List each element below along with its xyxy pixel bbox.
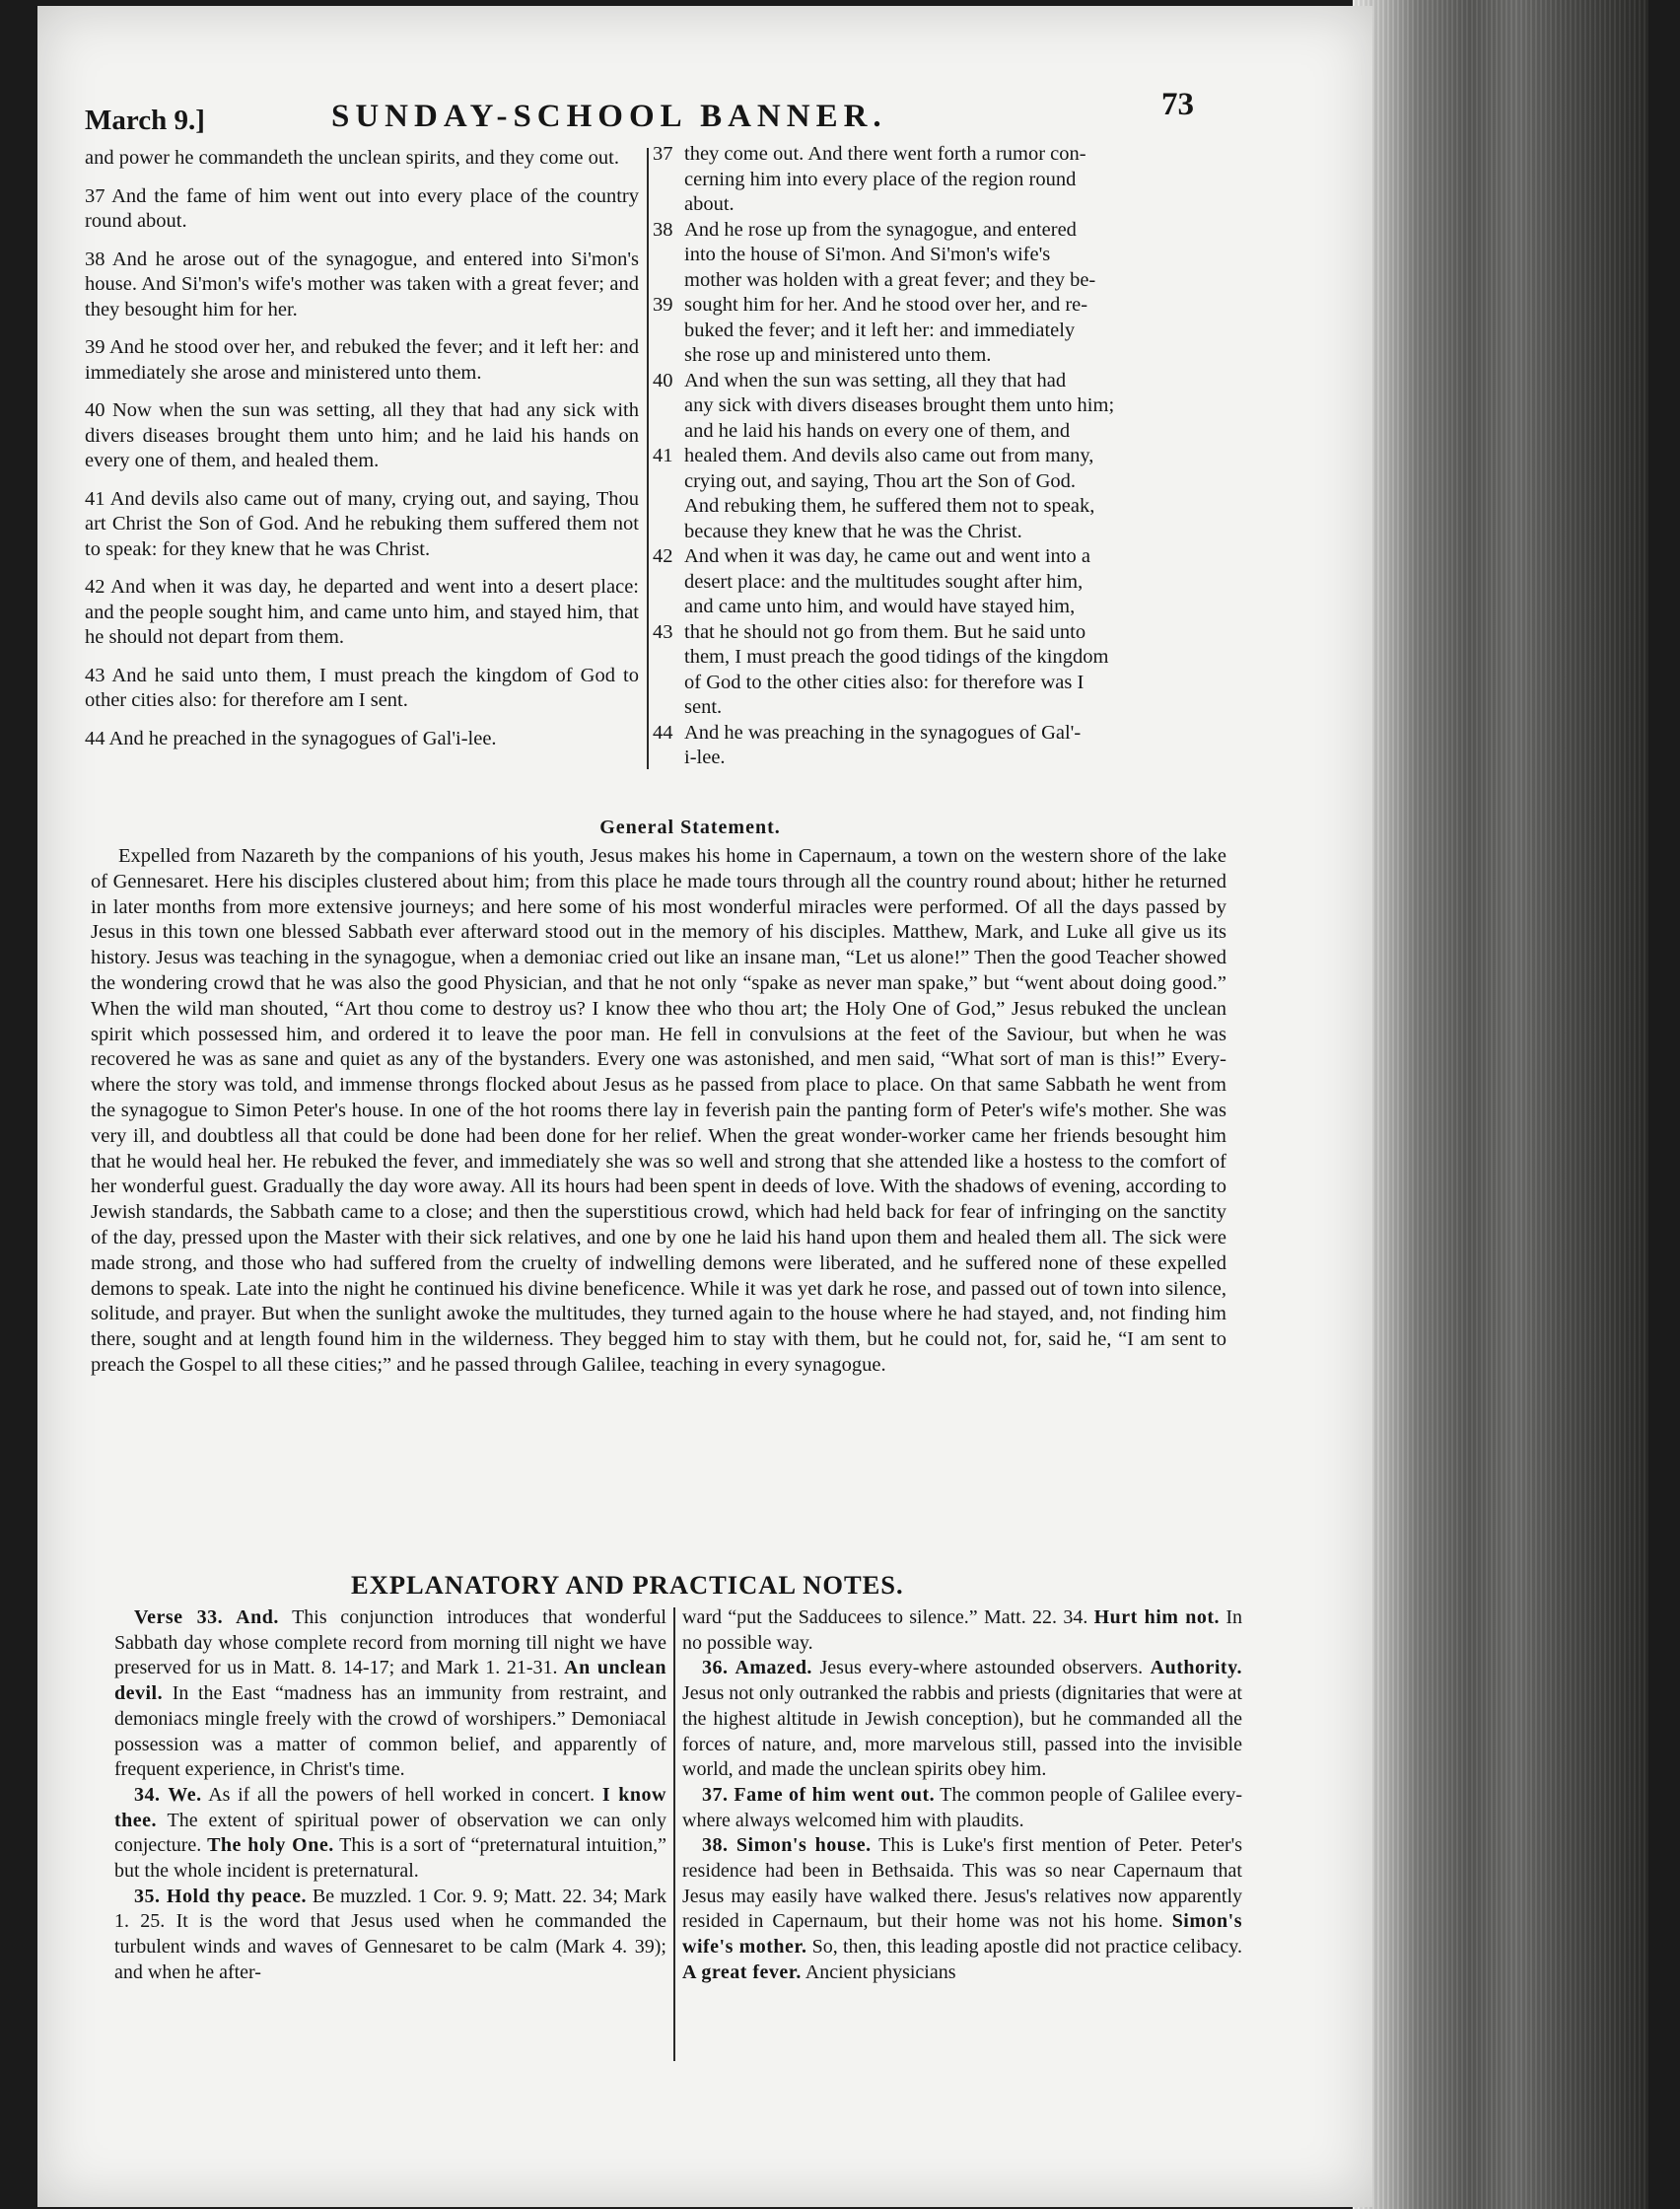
verse-line (653, 671, 1205, 696)
verse-text: into the house of Si'mon. And Si'mon's wife's (684, 244, 1051, 265)
verse-line (653, 494, 1205, 520)
scripture-right-column (653, 142, 1205, 771)
note-text: ward “put the Sadducees to silence.” Matt. 22. 34. (682, 1606, 1094, 1628)
verse-line (653, 570, 1205, 596)
verse-line (653, 721, 1205, 747)
scripture-left-column (85, 146, 639, 764)
header-date: March 9.] (85, 105, 205, 136)
verse-number: 37 (653, 143, 673, 165)
verse-line (653, 695, 1205, 721)
note-heading: Authority. (1150, 1657, 1242, 1679)
verse-text: that he should not go from them. But he said unto (684, 620, 1086, 643)
note-paragraph (682, 1656, 1242, 1783)
verse-block (653, 293, 1205, 369)
verse-text: And when the sun was setting, all they that had (684, 369, 1067, 392)
notes-column-divider (673, 1607, 675, 2061)
verse-text: and came unto him, and would have stayed him, (684, 596, 1076, 617)
note-text: This conjunction introduces that wonderful Sabbath day whose complete record from morning till night we have preserved for us in Matt. 8. 14-17; and Mark 1. 21-31. (114, 1606, 666, 1679)
note-heading: The holy One. (207, 1834, 334, 1857)
note-heading: An unclean devil. (114, 1657, 666, 1705)
verse-line (653, 243, 1205, 268)
note-paragraph (114, 1783, 666, 1885)
verse-paragraph: 39 And he stood over her, and rebuked the fever; and it left her: and immediately she arose and ministered unto them. (85, 336, 639, 384)
note-text: This is a sort of “preternatural intuition,” but the whole incident is preternatural. (114, 1834, 667, 1883)
verse-block (653, 721, 1205, 771)
running-header (85, 87, 1199, 146)
verse-line (653, 544, 1205, 570)
verse-number: 44 (653, 721, 673, 744)
verse-line (653, 620, 1205, 646)
verse-line (653, 369, 1205, 394)
note-heading: Verse 33. And. (134, 1606, 279, 1628)
verse-line (653, 595, 1205, 620)
column-divider (647, 148, 649, 769)
notes-right-column (682, 1605, 1242, 1986)
verse-paragraph: and power he commandeth the unclean spirits, and they come out. (85, 147, 619, 169)
note-text: Jesus every-where astounded observers. (811, 1657, 1151, 1679)
verse-line (653, 343, 1205, 369)
note-heading: 35. Hold thy peace. (134, 1885, 307, 1907)
verse-block (653, 218, 1205, 294)
verse-number: 42 (653, 545, 673, 567)
verse-number: 41 (653, 445, 673, 466)
verse-line (653, 444, 1205, 469)
notes-heading: EXPLANATORY AND PRACTICAL NOTES. (351, 1570, 904, 1600)
note-paragraph (114, 1885, 666, 1986)
verse-text: because they knew that he was the Christ. (684, 520, 1022, 542)
general-statement-heading: General Statement. (599, 817, 781, 838)
general-statement-body (91, 844, 1226, 1379)
verse-number: 38 (653, 218, 673, 241)
verse-text: And rebuking them, he suffered them not to speak, (684, 495, 1095, 517)
verse-line (653, 645, 1205, 671)
verse-number: 43 (653, 620, 673, 643)
verse-text: sought him for her. And he stood over her, and re- (684, 294, 1088, 316)
verse-line (653, 142, 1205, 168)
verse-paragraph: 37 And the fame of him went out into every place of the country round about. (85, 184, 639, 232)
verse-number: 39 (653, 294, 673, 316)
verse-line (653, 268, 1205, 294)
verse-text: she rose up and ministered unto them. (684, 344, 992, 366)
note-text: This is Luke's first mention of Peter. Peter's residence had been in Bethsaida. This was so near Capernaum that Jesus may easily have walked there. Jesus's relatives now apparently resided in Capernaum, but their home was not his home. (682, 1834, 1242, 1933)
verse-block (653, 544, 1205, 620)
verse-line (653, 469, 1205, 495)
verse-text: they come out. And there went forth a rumor con- (684, 143, 1086, 165)
verse-text: about. (684, 193, 735, 215)
notes-left-column (114, 1605, 666, 1986)
verse-paragraph: 40 Now when the sun was setting, all they that had any sick with divers diseases brought them unto him; and he laid his hands on every one of them, and healed them. (85, 399, 639, 471)
header-title: SUNDAY-SCHOOL BANNER. (331, 99, 887, 134)
verse-text: i-lee. (684, 747, 726, 768)
note-text: Ancient physicians (801, 1960, 956, 1983)
verse-paragraph: 42 And when it was day, he departed and went into a desert place: and the people sought him, and came unto him, and stayed him, that he should not depart from them. (85, 576, 639, 648)
page-number: 73 (1161, 87, 1194, 122)
verse-number: 40 (653, 369, 673, 392)
verse-line (653, 168, 1205, 193)
verse-text: and he laid his hands on every one of them, and (684, 419, 1071, 442)
note-text: In the East “madness has an immunity from restraint, and demoniacs mingle freely with the crowd of worshipers.” Demoniacal possession was a matter of common belief, and apparently of frequent experience, in Christ's time. (114, 1682, 666, 1781)
note-heading: A great fever. (682, 1960, 802, 1983)
verse-block (653, 444, 1205, 544)
note-text: In no possible way. (682, 1606, 1242, 1654)
note-paragraph (114, 1605, 666, 1783)
verse-text: And he rose up from the synagogue, and entered (684, 218, 1077, 241)
verse-text: them, I must preach the good tidings of the kingdom (684, 646, 1109, 668)
verse-text: crying out, and saying, Thou art the Son of God. (684, 469, 1077, 492)
book-page-edges (1353, 0, 1648, 2209)
verse-line (653, 393, 1205, 419)
verse-paragraph: 41 And devils also came out of many, crying out, and saying, Thou art Christ the Son of God. And he rebuking them suffered them not to speak: for they knew that he was Christ. (85, 487, 639, 560)
note-heading: Simon's wife's mother. (682, 1910, 1242, 1959)
verse-line (653, 218, 1205, 244)
verse-text: any sick with divers diseases brought them unto him; (684, 394, 1115, 416)
verse-line (653, 192, 1205, 218)
note-heading: Hurt him not. (1093, 1606, 1221, 1628)
verse-text: desert place: and the multitudes sought after him, (684, 570, 1084, 593)
note-heading: 36. Amazed. (702, 1657, 812, 1679)
note-text: Jesus not only outranked the rabbis and priests (dignitaries that were at the highest altitude in Jewish conception), but he commanded all the forces of nature, and, more marvelous still, passed into the invisible world, and made the unclean spirits obey him. (682, 1682, 1242, 1781)
verse-text: cerning him into every place of the region round (684, 168, 1077, 190)
verse-text: sent. (684, 696, 723, 718)
note-text: Be muzzled. 1 Cor. 9. 9; Matt. 22. 34; Mark 1. 25. It is the word that Jesus used when he commanded the turbulent winds and waves of Gennesaret to be calm (Mark 4. 39); and when he after- (114, 1885, 666, 1983)
verse-block (653, 142, 1205, 218)
note-paragraph (682, 1783, 1242, 1833)
verse-text: buked the fever; and it left her: and immediately (684, 319, 1076, 341)
verse-block (653, 369, 1205, 445)
verse-paragraph: 38 And he arose out of the synagogue, and entered into Si'mon's house. And Si'mon's wife's mother was taken with a great fever; and they besought him for her. (85, 248, 639, 321)
verse-text: of God to the other cities also: for therefore was I (684, 671, 1085, 693)
verse-block (653, 620, 1205, 721)
verse-text: And when it was day, he came out and went into a (684, 545, 1090, 567)
verse-line (653, 520, 1205, 545)
general-statement-paragraph: Expelled from Nazareth by the companions of his youth, Jesus makes his home in Capernaum, a town on the western shore of the lake of Gennesaret. Here his disciples clustered about him; from this place he made tours through all the country round about; hither he returned in later months from more extensive journeys; and here some of his most wonderful miracles were performed. Of all the days passed by Jesus in this town one blessed Sabbath ever afterward stood out in the memory of his disciples. Matthew, Mark, and Luke all give us its history. Jesus was teaching in the synagogue, when a demoniac cried out like an insane man, “Let us alone!” Then the good Teacher showed the wondering crowd that he was also the good Physician, and that he not only “spake as never man spake,” but “went about doing good.” When the wild man shouted, “Art thou come to destroy us? I know thee who thou art; the Holy One of God,” Jesus rebuked the unclean spirit which possessed him, and ordered it to leave the poor man. He fell in convulsions at the feet of the Saviour, but when he was recovered he was as sane and quiet as any of the bystanders. Every one was astonished, and men said, “What sort of man is this!” Every-where the story was told, and immense throngs flocked about Jesus as he passed from place to place. On that same Sabbath he went from the synagogue to Simon Peter's house. In one of the hot rooms there lay in feverish pain the panting form of Peter's wife's mother. She was very ill, and doubtless all that could be done had been done for her relief. When the great wonder-worker came her friends besought him that he would heal her. He rebuked the fever, and immediately she was so well and strong that she attended like a hostess to the comfort of her wonderful guest. Gradually the day wore away. All its hours had been spent in deeds of love. With the shadows of evening, according to Jewish standards, the Sabbath came to a close; and then the superstitious crowd, which had held back for fear of infringing on the sanctity of the day, pressed upon the Master with their sick relatives, and one by one he laid his hand upon them and healed them all. The sick were made strong, and those who had suffered from the cruelty of indwelling demons were liberated, and he suffered none of these expelled demons to speak. Late into the night he continued his divine beneficence. While it was yet dark he rose, and passed out of town into silence, solitude, and prayer. But when the sunlight awoke the multitudes, they turned again to the house where he had stayed, and, not finding him there, sought and at length found him in the wilderness. They begged him to stay with them, but he could not, for, said he, “I am sent to preach the Gospel to all these cities;” and he passed through Galilee, teaching in every synagogue. (91, 845, 1226, 1376)
note-heading: I know thee. (114, 1783, 666, 1831)
verse-text: And he was preaching in the synagogues of Gal'- (684, 721, 1082, 744)
verse-line (653, 293, 1205, 319)
note-paragraph (682, 1605, 1242, 1656)
note-paragraph (682, 1833, 1242, 1985)
verse-line (653, 419, 1205, 445)
verse-line (653, 746, 1205, 771)
note-heading: 34. We. (134, 1783, 202, 1806)
verse-line (653, 319, 1205, 344)
note-heading: 38. Simon's house. (702, 1834, 872, 1857)
verse-text: healed them. And devils also came out from many, (684, 445, 1094, 466)
verse-paragraph: 43 And he said unto them, I must preach the kingdom of God to other cities also: for therefore am I sent. (85, 664, 639, 711)
note-text: So, then, this leading apostle did not practice celibacy. (806, 1936, 1242, 1959)
note-text: The common people of Galilee every-where always welcomed him with plaudits. (682, 1783, 1243, 1831)
note-heading: 37. Fame of him went out. (702, 1783, 936, 1806)
note-text: As if all the powers of hell worked in concert. (201, 1783, 602, 1806)
note-text: The extent of spiritual power of observation we can only conjecture. (114, 1809, 666, 1857)
verse-paragraph: 44 And he preached in the synagogues of Gal'i-lee. (85, 727, 497, 749)
verse-text: mother was holden with a great fever; and they be- (684, 268, 1096, 291)
